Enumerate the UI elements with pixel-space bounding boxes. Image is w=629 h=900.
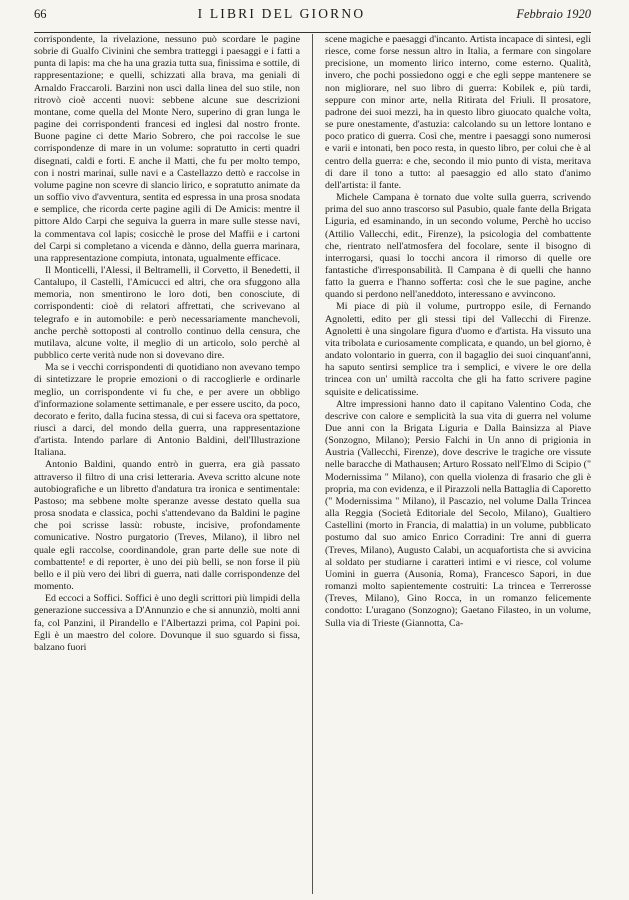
paragraph: Il Monticelli, l'Alessi, il Beltramelli, il Corvetto, il Benedetti, il Cantalupo, il Castelli, l'Amicucci ed altri, che ora sfuggono alla memoria, non smentirono le loro doti, ben conosciute, di corrispondenti: cioè di relatori affrettati, che scrivevano al telegrafo e in automobile: e però necessariamente manchevoli, anche perchè sottoposti al controllo continuo della censura, che mutilava, alcune volte, il meglio di un articolo, solo perchè al pubblico certe verità nude non si dovevano dire. <box>34 264 300 362</box>
column-rule <box>312 34 313 894</box>
issue-date: Febbraio 1920 <box>516 7 591 21</box>
paragraph: corrispondente, la rivelazione, nessuno può scordare le pagine sobrie di Gualfo Civinini che sembra tratteggi i paesaggi e i fatti a punta di lapis: ma che ha una grazia tutta sua, finissima e sottile, di rappresentazione; e quelli, schizzati alla brava, ma geniali di Arnaldo Fraccaroli. Barzini non uscì dalla linea del suo stile, non ritrovò cioè accenti nuovi: sebbene alcune sue descrizioni montane, come quella del Monte Nero, superino di gran lunga le pagine dei corrispondenti francesi ed inglesi dal nostro fronte. Buone pagine ci dette Mario Sobrero, che poi raccolse le sue corrispondenze di mare in un volume: sopratutto in certi quadri disegnati, caldi e forti. E anche il Matti, che fu per molto tempo, con i nostri marinai, sulle navi e a Castellazzo dettò e raccolse in volume pagine non scevre di slancio lirico, e sopratutto animate da un soffio vivo d'avventura, sentita ed espressa in una prosa snodata e semplice, che ricorda certe pagine agili di De Amicis: mentre il pittore Aldo Carpi che seguiva la guerra in mare sulle stesse navi, la commentava col lapis; cosicchè le prose del Maffii e i cartoni del Carpi si completano a vicenda e dànno, della guerra marinara, una rappresentazione compiuta, intonata, ugualmente efficace. <box>34 34 300 264</box>
paragraph: Michele Campana è tornato due volte sulla guerra, scrivendo prima del suo anno trascorso sul Pasubio, quale fante della Brigata Liguria, ed esaminando, in un secondo volume, Perchè ho ucciso (Attilio Vallecchi, edit., Firenze), la psicologia del combattente che, rientrato nell'atmosfera del focolare, sente il bisogno di interrogarsi, quasi lo tocchi ancora il rimorso di quelle ore fantastiche d'irresponsabilità. Il Campana è di quelli che hanno fatto la guerra e l'hanno sofferta: così che le sue pagine, anche quando si perdono nell'aneddoto, interessano e avvincono. <box>325 192 591 301</box>
paragraph: Ma se i vecchi corrispondenti di quotidiano non avevano tempo di sintetizzare le proprie emozioni o di raccoglierle e ordinarle meglio, un corrispondente vi fu che, e per avere un obbligo d'informazione solamente settimanale, e per essere uscito, da poco, decorato e ferito, dalla fucina stessa, di cui si faceva ora spettatore, riuscì a darci, del mondo della guerra, una rappresentazione d'artista. Intendo parlare di Antonio Baldini, dell'Illustrazione Italiana. <box>34 362 300 459</box>
paragraph: Ed eccoci a Soffici. Soffici è uno degli scrittori più limpidi della generazione successiva a D'Annunzio e che si annunziò, molti anni fa, col Panzini, il Pirandello e l'Albertazzi prima, col Papini poi. Egli è un maestro del colore. Dovunque il suo sguardo si fissa, balzano fuori <box>34 593 300 653</box>
text-columns <box>34 34 591 894</box>
paragraph: Altre impressioni hanno dato il capitano Valentino Coda, che descrive con calore e semplicità la sua vita di guerra nel volume Due anni con la Brigata Liguria e Dalla Bainsizza al Piave (Sonzogno, Milano); Persio Falchi in Un anno di prigionia in Austria (Vallecchi, Firenze), dove descrive le tragiche ore vissute nelle baracche di Mathausen; Arturo Rossato nell'Elmo di Scipio (" Modernissima " Milano), con quella violenza di frasario che gli è propria, ma con evidenza, e il Pirazzoli nella Battaglia di Caporetto (" Modernissima " Milano), il Pascazio, nel volume Dalla Trincea alla Reggia (Società Editoriale del Secolo, Milano), Gualtiero Castellini (morto in Francia, di malattia) in un volume, pubblicato postumo dal suo amico Enrico Corradini: Tre anni di guerra (Treves, Milano), Augusto Calabi, un acquafortista che si avvicina al soldato per studiarne i caratteri intimi e vi riesce, col volume Uomini in guerra (Ausonia, Roma), Francesco Sapori, in due romanzi molto sapientemente costruiti: La trincea e Terrerosse (Treves, Milano), Gino Rocca, in un romanzo felicemente condotto: L'uragano (Sonzogno); Gaetano Filasteo, in un volume, Sulla via di Trieste (Giannotta, Ca- <box>325 398 591 629</box>
right-column <box>325 34 591 894</box>
paragraph: scene magiche e paesaggi d'incanto. Artista incapace di sintesi, egli riesce, come forse nessun altro in Italia, a fermare con singolare precisione, un momento lirico interno, come esterno. Qualità, invero, che pochi possiedono oggi e che egli seppe mantenere se non migliorare, nel suo libro di guerra: Kobilek e, più tardi, seppure con minor arte, nella Ritirata del Friuli. Il prosatore, padrone dei suoi mezzi, ha in questo libro giuocato qualche volta, se pure onestamente, d'astuzia: calcolando su un lettore lontano e poco pratico di guerra. Così che, mentre i paesaggi sono numerosi e varii e intonati, ben poco resta, in questo libro, per colui che è al centro della guerra: e che, secondo il mio punto di vista, meritava di dare il tono a tutto: al paesaggio ed allo stato d'animo dell'artista: il fante. <box>325 34 591 191</box>
paragraph: Antonio Baldini, quando entrò in guerra, era già passato attraverso il filtro di una crisi letteraria. Aveva scritto alcune note autobiografiche e un libretto d'andatura tra ironica e sentimentale: Pastoso; ma sebbene molte speranze avesse destato quella sua prosa snodata e classica, pochi s'attendevano da Baldini le pagine che poi scrisse lassù: robuste, incisive, profondamente comunicative. Nostro purgatorio (Treves, Milano), il libro nel quale egli raccolse, coordinandole, gran parte delle sue note di combattente! e di reporter, è uno dei più belli, se non forse il più bello e il più vero dei libri di guerra, nati dalle corrispondenze del momento. <box>34 459 300 593</box>
page-number: 66 <box>34 7 47 21</box>
paragraph: Mi piace di più il volume, purtroppo esile, di Fernando Agnoletti, edito per gli stessi tipi del Vallecchi di Firenze. Agnoletti è una singolare figura d'uomo e d'artista. Ha vissuto una vita tribolata e curiosamente complicata, e quando, un bel giorno, è andato volontario in guerra, con il bagaglio dei suoi cinquant'anni, ha saputo sentirsi semplice tra i semplici, e vivere le ore della trincea con un' umiltà raccolta che gli ha fatto scrivere pagine squisite e delicatissime. <box>325 301 591 398</box>
running-title: I LIBRI DEL GIORNO <box>197 6 366 21</box>
left-column <box>34 34 300 894</box>
page-header <box>34 6 591 33</box>
